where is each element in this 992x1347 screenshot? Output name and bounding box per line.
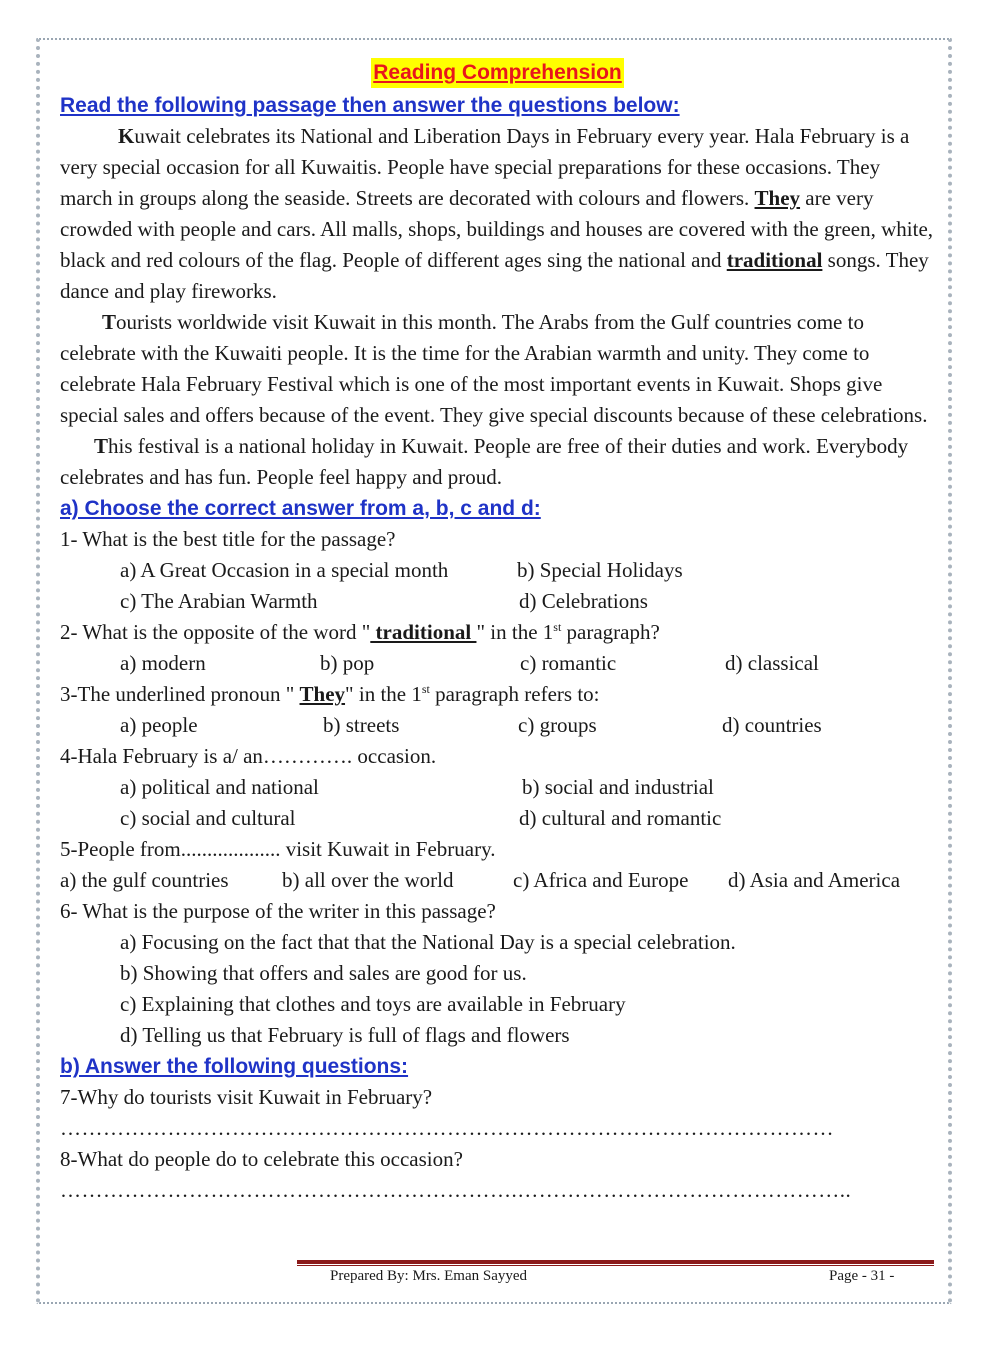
question-2 [60,617,935,648]
option-b[interactable]: b) all over the world [282,868,454,892]
initial-letter: K [118,124,135,148]
option-c[interactable]: c) social and cultural [120,806,296,830]
question-1-options-row-2 [60,586,935,617]
passage-text: uwait celebrates its National and Liberation Days in February every year. Hala February is a very special occasion for all Kuwaitis. People have special preparations for these occasions. They march in groups along the seaside. Streets are decorated with colours and flowers. [60,124,910,210]
option-c[interactable]: c) The Arabian Warmth [120,589,318,613]
underlined-word: They [299,682,346,706]
question-6-option-c-row [60,989,935,1020]
question-text: paragraph? [561,620,660,644]
question-2-options [60,648,935,679]
option-c[interactable]: c) romantic [520,651,617,675]
option-b[interactable]: b) social and industrial [522,775,714,799]
question-1-options-row-1 [60,555,935,586]
passage-text: are very crowded with people and cars. All malls, shops, buildings and houses are covered with the green, white, black and red colours of the flag. People of different ages sing the national and [60,186,934,272]
section-b-heading: b) Answer the following questions: [60,1055,409,1078]
option-b[interactable]: b) streets [323,713,400,737]
option-b[interactable]: b) pop [320,651,375,675]
question-4-options-row-1 [60,772,935,803]
question-6-option-d-row [60,1020,935,1051]
option-a[interactable]: a) political and national [120,775,319,799]
passage-paragraph-1 [60,121,935,307]
answer-line-8[interactable]: ……………………………………………………….……………………………………….. [60,1178,852,1202]
option-d[interactable]: d) classical [725,651,819,675]
footer-divider [297,1260,934,1266]
passage-text: songs. They dance and play fireworks. [60,248,929,303]
question-3 [60,679,935,710]
question-text: 2- What is the opposite of the word " [60,620,371,644]
passage-paragraph-2 [60,307,935,431]
question-6-option-a-row [60,927,935,958]
title-row [60,58,935,90]
underlined-word-they: They [754,186,801,210]
option-b[interactable]: b) Showing that offers and sales are good for us. [120,961,527,985]
page-title: Reading Comprehension [371,58,624,88]
option-d[interactable]: d) Celebrations [519,589,648,613]
option-b[interactable]: b) Special Holidays [517,558,683,582]
question-4: 4-Hala February is a/ an…………. occasion. [60,744,437,768]
section-a-heading: a) Choose the correct answer from a, b, c and d: [60,497,541,520]
question-1: 1- What is the best title for the passage? [60,527,396,551]
option-c[interactable]: c) Africa and Europe [513,868,689,892]
option-d[interactable]: d) cultural and romantic [519,806,722,830]
question-text: 3-The underlined pronoun " [60,682,300,706]
option-d[interactable]: d) Asia and America [728,868,901,892]
question-4-options-row-2 [60,803,935,834]
answer-line-7[interactable]: ……………………………………………………………………………………………… [60,1116,834,1140]
footer-page-number: Page - 31 - [829,1268,895,1284]
option-d[interactable]: d) countries [722,713,822,737]
superscript: st [553,620,562,634]
passage-paragraph-3 [60,431,935,493]
worksheet [60,58,935,1206]
question-8: 8-What do people do to celebrate this occasion? [60,1147,463,1171]
passage-text: ourists worldwide visit Kuwait in this month. The Arabs from the Gulf countries come to celebrate with the Kuwaiti people. It is the time for the Arabian warmth and unity. They come to celebrate Hala February Festival which is one of the most important events in Kuwait. Shops give special sales and offers because of the event. They give special discounts because of these celebrations. [60,310,928,427]
option-a[interactable]: a) the gulf countries [60,868,229,892]
option-a[interactable]: a) modern [120,651,206,675]
underlined-word: traditional [370,620,477,644]
instruction-heading: Read the following passage then answer the questions below: [60,94,680,117]
option-c[interactable]: c) Explaining that clothes and toys are available in February [120,992,626,1016]
initial-letter: T [102,310,117,334]
question-5: 5-People from................... visit Kuwait in February. [60,837,496,861]
question-5-options [60,865,935,896]
question-3-options [60,710,935,741]
question-text: paragraph refers to: [429,682,600,706]
superscript: st [421,682,430,696]
passage-text: his festival is a national holiday in Kuwait. People are free of their duties and work. Everybody celebrates and has fun. People feel happy and proud. [60,434,909,489]
option-a[interactable]: a) Focusing on the fact that that the National Day is a special celebration. [120,930,736,954]
option-d[interactable]: d) Telling us that February is full of flags and flowers [120,1023,570,1047]
question-text: " in the 1 [476,620,554,644]
question-7: 7-Why do tourists visit Kuwait in February? [60,1085,433,1109]
option-a[interactable]: a) people [120,713,198,737]
option-a[interactable]: a) A Great Occasion in a special month [120,558,449,582]
question-6: 6- What is the purpose of the writer in this passage? [60,899,496,923]
option-c[interactable]: c) groups [518,713,597,737]
initial-letter: T [94,434,109,458]
question-6-option-b-row [60,958,935,989]
question-text: " in the 1 [345,682,422,706]
footer-author: Prepared By: Mrs. Eman Sayyed [330,1268,528,1284]
underlined-word-traditional: traditional [726,248,823,272]
